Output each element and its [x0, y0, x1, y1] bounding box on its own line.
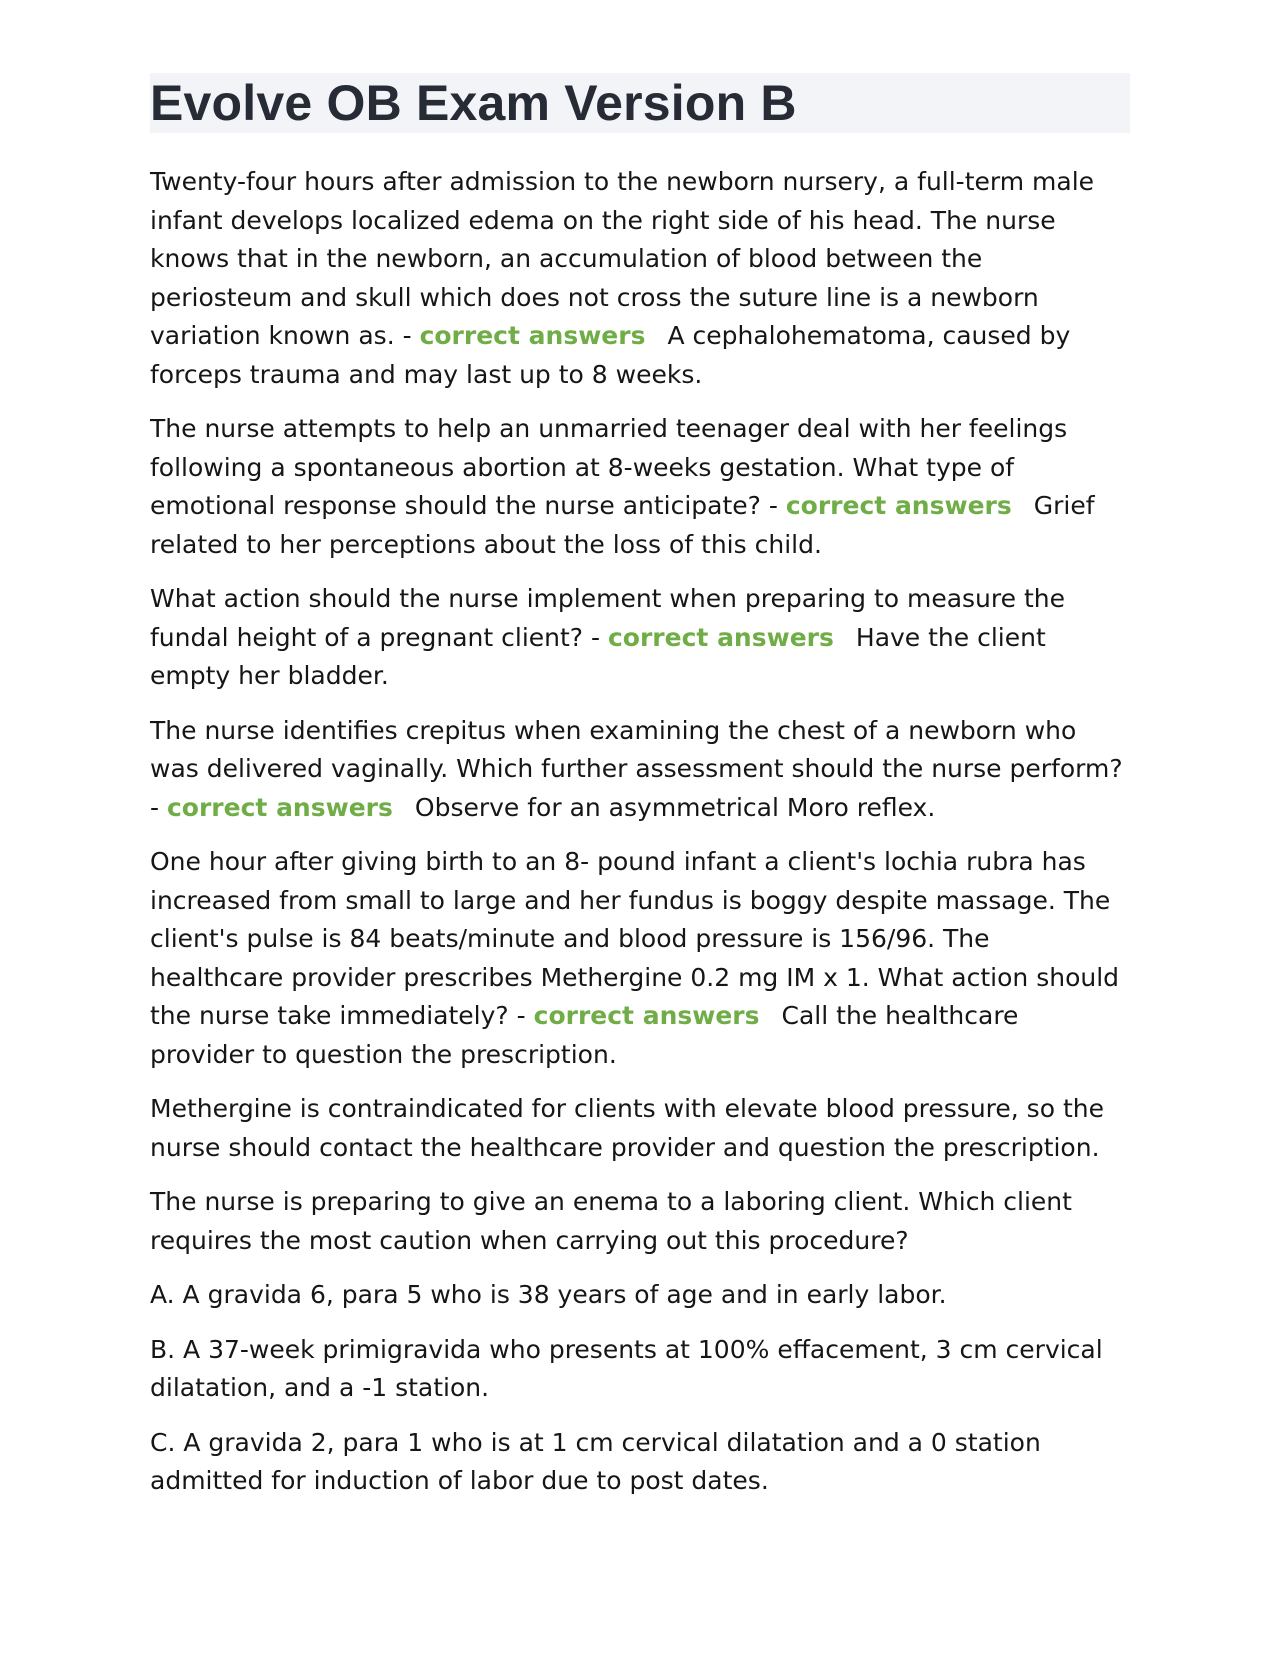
- correct-answers-label: correct answers: [785, 491, 1012, 520]
- answer-text: A cephalohematoma, caused by forceps trauma and may last up to 8 weeks.: [150, 321, 1071, 389]
- correct-answers-label: correct answers: [419, 321, 646, 350]
- last-question: The nurse is preparing to give an enema to a laboring client. Which client requires the most caution when carrying out this procedure?: [150, 1187, 1072, 1255]
- qa-item-2: [150, 410, 1130, 564]
- correct-answers-label: correct answers: [533, 1001, 760, 1030]
- document-page: [150, 73, 1130, 1517]
- question-text: Twenty-four hours after admission to the newborn nursery, a full-term male infant develops localized edema on the right side of his head. The nurse knows that in the newborn, an accumulation of blood between the periosteum and skull which does not cross the suture line is a newborn variation known as. -: [150, 167, 1095, 350]
- answer-text: Have the client empty her bladder.: [150, 622, 1046, 690]
- question-text: One hour after giving birth to an 8- pound infant a client's lochia rubra has increased from small to large and her fundus is boggy despite massage. The client's pulse is 84 beats/minute and blood pressure is 156/96. The healthcare provider prescribes Methergine 0.2 mg IM x 1. What action should the nurse take immediately? -: [150, 847, 1120, 1030]
- correct-answers-label: correct answers: [607, 622, 834, 652]
- question-text: What action should the nurse implement when preparing to measure the fundal height of a pregnant client? -: [150, 584, 1065, 652]
- option-b: B. A 37-week primigravida who presents at 100% effacement, 3 cm cervical dilatation, and a -1 station.: [150, 1334, 1103, 1402]
- option-c: C. A gravida 2, para 1 who is at 1 cm cervical dilatation and a 0 station admitted for induction of labor due to post dates.: [150, 1427, 1041, 1495]
- qa-item-3: [150, 580, 1130, 696]
- answer-text: Grief related to her perceptions about the loss of this child.: [150, 491, 1095, 559]
- question-text: The nurse identifies crepitus when examining the chest of a newborn who was delivered vaginally. Which further assessment should the nurse perform? -: [150, 715, 1123, 822]
- answer-text: Observe for an asymmetrical Moro reflex.: [414, 792, 936, 822]
- correct-answers-label: correct answers: [166, 792, 393, 822]
- qa-item-4: [150, 712, 1130, 828]
- explanation-paragraph: Methergine is contraindicated for clients with elevate blood pressure, so the nurse should contact the healthcare provider and question the prescription.: [150, 1094, 1104, 1162]
- qa-item-1: [150, 163, 1130, 394]
- title-bar: [150, 73, 1130, 133]
- qa-item-5: [150, 843, 1130, 1074]
- question-text: The nurse attempts to help an unmarried teenager deal with her feelings following a spontaneous abortion at 8-weeks gestation. What type of emotional response should the nurse anticipate? -: [150, 414, 1068, 520]
- page-title: Evolve OB Exam Version B: [150, 75, 797, 131]
- option-a: A. A gravida 6, para 5 who is 38 years of age and in early labor.: [150, 1280, 947, 1309]
- answer-text: Call the healthcare provider to question the prescription.: [150, 1001, 1019, 1069]
